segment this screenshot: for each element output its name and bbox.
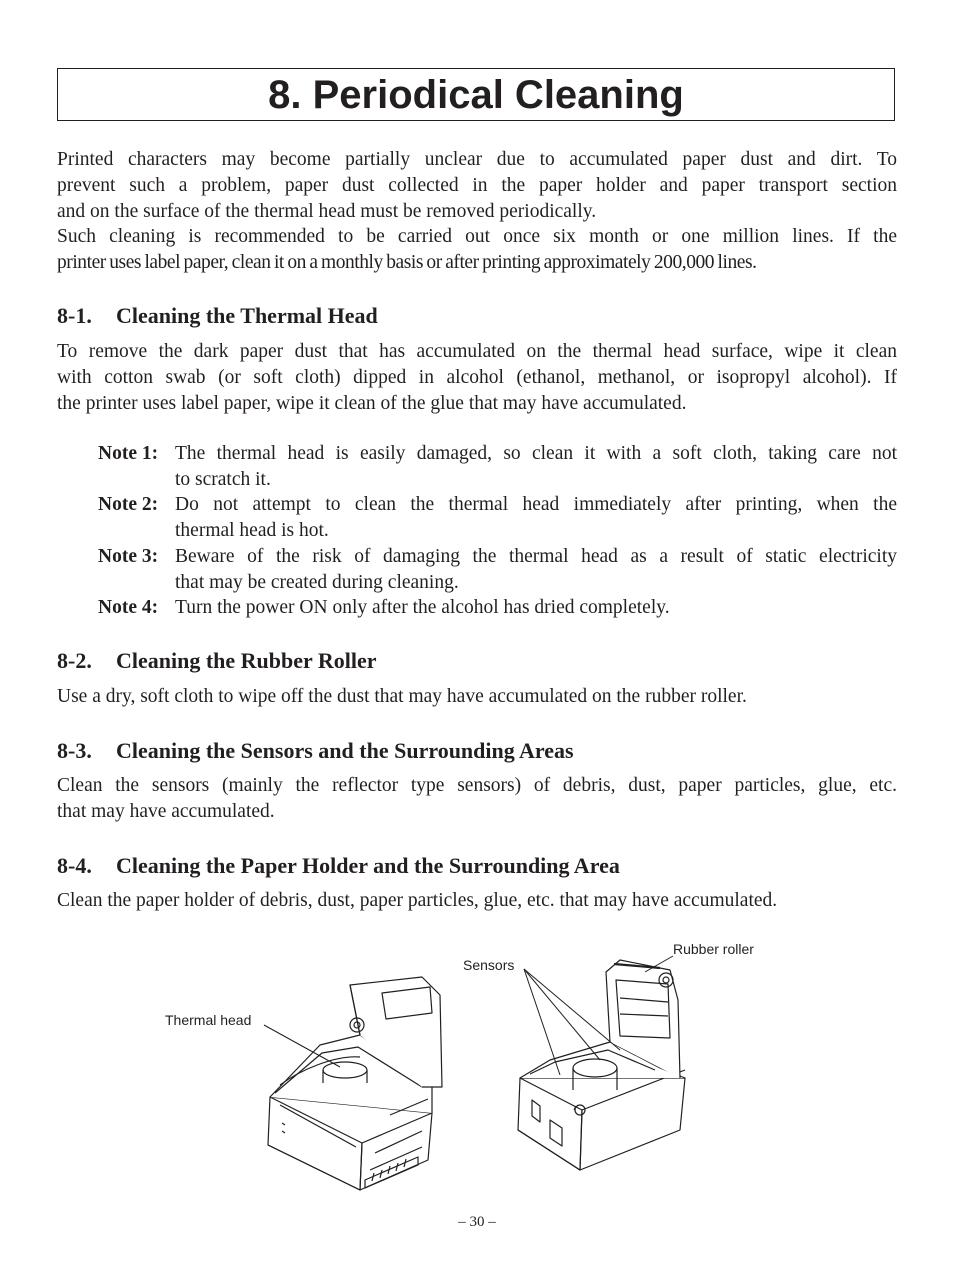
section-number: 8-2. bbox=[57, 648, 92, 673]
section-title: Cleaning the Sensors and the Surrounding Areas bbox=[116, 738, 574, 763]
section-title: Cleaning the Rubber Roller bbox=[116, 648, 377, 673]
printer-illustration-sensors-roller bbox=[510, 950, 710, 1200]
note-text bbox=[175, 544, 897, 596]
text-line: Beware of the risk of damaging the thermal head as a result of static electricity bbox=[175, 546, 897, 567]
note-label: Note 3: bbox=[98, 546, 159, 567]
text-line: Printed characters may become partially unclear due to accumulated paper dust and dirt. To bbox=[57, 149, 897, 170]
section-title: Cleaning the Thermal Head bbox=[116, 303, 378, 328]
label-rubber-roller: Rubber roller bbox=[673, 941, 754, 957]
page-title-box bbox=[57, 68, 895, 121]
text-line: the printer uses label paper, wipe it clean of the glue that may have accumulated. bbox=[57, 392, 687, 414]
text-line: to scratch it. bbox=[175, 468, 271, 490]
text-line: with cotton swab (or soft cloth) dipped in alcohol (ethanol, methanol, or isopropyl alcohol). If bbox=[57, 366, 897, 388]
note-1 bbox=[98, 441, 897, 493]
text-line: To remove the dark paper dust that has accumulated on the thermal head surface, wipe it clean bbox=[57, 341, 897, 362]
intro-paragraph-2 bbox=[57, 224, 897, 276]
text-line: prevent such a problem, paper dust collected in the paper holder and paper transport section bbox=[57, 174, 897, 196]
note-label: Note 1: bbox=[98, 443, 159, 464]
note-text bbox=[175, 595, 897, 621]
text-line: thermal head is hot. bbox=[175, 519, 329, 541]
intro-paragraph-1 bbox=[57, 147, 897, 224]
text-line: that may be created during cleaning. bbox=[175, 571, 459, 593]
section-heading-8-2 bbox=[57, 650, 377, 672]
text-line: Clean the paper holder of debris, dust, paper particles, glue, etc. that may have accumulated. bbox=[57, 890, 778, 911]
section-body-8-1 bbox=[57, 339, 897, 416]
section-body-8-3 bbox=[57, 773, 897, 825]
text-line: printer uses label paper, clean it on a monthly basis or after printing approximately 200,000 lines. bbox=[57, 251, 757, 273]
section-number: 8-1. bbox=[57, 303, 92, 328]
note-4 bbox=[98, 595, 897, 621]
text-line: that may have accumulated. bbox=[57, 800, 275, 822]
section-body-8-4 bbox=[57, 888, 897, 914]
page-title: 8. Periodical Cleaning bbox=[268, 72, 684, 117]
note-label: Note 4: bbox=[98, 597, 159, 618]
note-text bbox=[175, 441, 897, 493]
note-3 bbox=[98, 544, 897, 596]
section-title: Cleaning the Paper Holder and the Surrounding Area bbox=[116, 853, 620, 878]
note-2 bbox=[98, 492, 897, 544]
section-heading-8-4 bbox=[57, 855, 620, 877]
label-sensors: Sensors bbox=[463, 957, 515, 973]
note-label: Note 2: bbox=[98, 494, 159, 515]
printer-illustration-thermal-head bbox=[160, 975, 460, 1195]
section-heading-8-3 bbox=[57, 740, 574, 762]
page-number: – 30 – bbox=[458, 1214, 496, 1230]
section-heading-8-1 bbox=[57, 305, 378, 327]
text-line: Such cleaning is recommended to be carried out once six month or one million lines. If the bbox=[57, 226, 897, 247]
section-body-8-2 bbox=[57, 684, 897, 710]
text-line: The thermal head is easily damaged, so clean it with a soft cloth, taking care not bbox=[175, 443, 897, 464]
text-line: Use a dry, soft cloth to wipe off the dust that may have accumulated on the rubber roller. bbox=[57, 686, 747, 707]
text-line: and on the surface of the thermal head must be removed periodically. bbox=[57, 200, 597, 222]
note-text bbox=[175, 492, 897, 544]
text-line: Do not attempt to clean the thermal head immediately after printing, when the bbox=[175, 494, 897, 515]
section-number: 8-3. bbox=[57, 738, 92, 763]
section-number: 8-4. bbox=[57, 853, 92, 878]
text-line: Clean the sensors (mainly the reflector type sensors) of debris, dust, paper particles, glue, etc. bbox=[57, 775, 897, 796]
label-thermal-head: Thermal head bbox=[165, 1012, 252, 1028]
text-line: Turn the power ON only after the alcohol has dried completely. bbox=[175, 597, 670, 618]
